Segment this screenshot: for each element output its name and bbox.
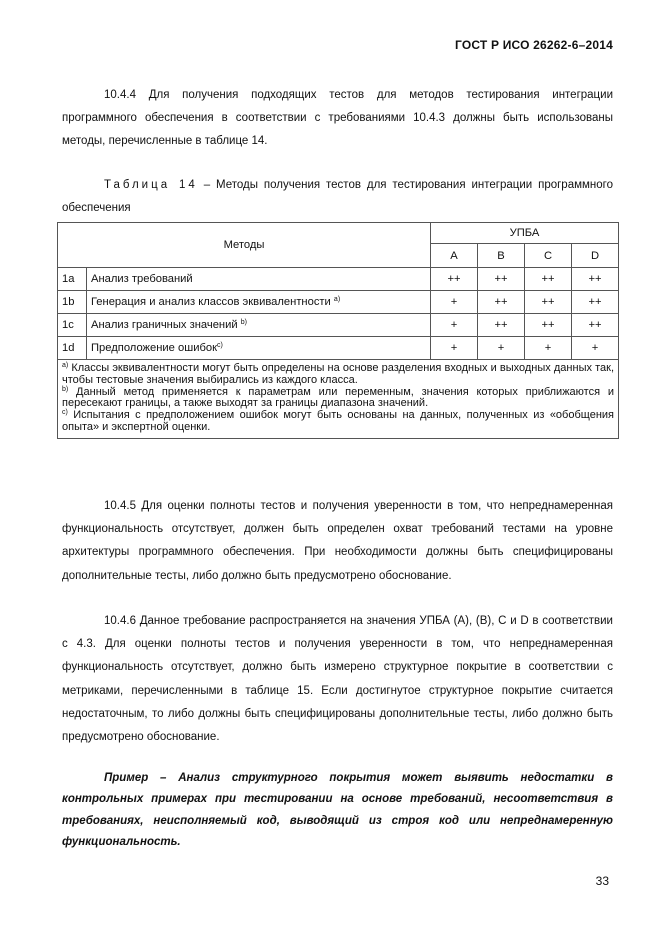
row-value-b: ++: [478, 291, 525, 314]
row-value-c: +: [525, 337, 572, 360]
methods-table: [57, 222, 619, 439]
paragraph-10-4-6: [62, 610, 613, 749]
row-method-label: Предположение ошибок: [91, 342, 217, 354]
paragraph-10-4-4: [62, 84, 613, 154]
table-notes: [58, 360, 619, 439]
example-note: [62, 768, 613, 853]
footnote-text: Данный метод применяется к параметрам или переменным, значения которых приближаются и пересекают границы, а также выходят за границы диапазона значений.: [62, 385, 615, 410]
example-text: Пример – Анализ структурного покрытия может выявить недостатки в контрольных примерах при тестировании на основе требований, несоответствия в требованиях, неисполняемый код, выводящий из строя код или непреднамеренную функциональность.: [62, 772, 613, 848]
paragraph-10-4-6-text: 10.4.6 Данное требование распространяется на значения УПБА (A), (B), C и D в соответствии с 4.3. Для оценки полноты тестов и получения уверенности в том, что непреднамеренная функциональность отсутствует, должно быть измерено структурное покрытие в соответствии с метриками, перечисленными в таблице 15. Если достигнутое структурное покрытие считается недостаточным, то либо должны быть специфицированы дополнительные тесты, либо должно быть предусмотрено обоснование.: [62, 615, 613, 744]
row-value-c: ++: [525, 291, 572, 314]
table-row: [58, 314, 619, 337]
row-method-label: Анализ граничных значений: [91, 319, 238, 331]
row-value-b: ++: [478, 268, 525, 291]
table-header-row: [58, 223, 619, 244]
footnote-mark: b): [62, 385, 69, 393]
col-header-level-a: A: [431, 244, 478, 268]
col-header-level-d: D: [572, 244, 619, 268]
document-header: ГОСТ Р ИСО 26262-6–2014: [454, 38, 613, 52]
row-number: 1c: [58, 314, 87, 337]
row-value-c: ++: [525, 268, 572, 291]
row-value-b: +: [478, 337, 525, 360]
row-value-d: ++: [572, 268, 619, 291]
footnote: [62, 410, 614, 434]
row-method: [87, 314, 431, 337]
row-number: 1b: [58, 291, 87, 314]
footnote-mark: a): [62, 362, 69, 369]
footnote-text: Классы эквивалентности могут быть определены на основе разделения входных и выходных данных так, чтобы тестовые значения выбирались из каждого класса.: [62, 362, 614, 386]
col-header-methods: Методы: [58, 223, 431, 268]
paragraph-10-4-4-text: 10.4.4 Для получения подходящих тестов для методов тестирования интеграции программного обеспечения в соответствии с требованиями 10.4.3 должны быть использованы методы, перечисленные в таблице 14.: [62, 89, 613, 148]
footnote-text: Испытания с предположением ошибок могут быть основаны на данных, полученных из «обобщения опыта» и экспертной оценки.: [62, 409, 614, 433]
row-method-label: Анализ требований: [91, 273, 193, 285]
row-method-label: Генерация и анализ классов эквивалентности: [91, 296, 331, 308]
footnote: [62, 363, 614, 387]
table-row: [58, 337, 619, 360]
row-number: 1a: [58, 268, 87, 291]
paragraph-10-4-5: [62, 495, 613, 588]
paragraph-10-4-5-text: 10.4.5 Для оценки полноты тестов и получения уверенности в том, что непреднамеренная функциональность отсутствует, должен быть определен охват требований тестами на уровне архитектуры программного обеспечения. При необходимости должны быть специфицированы дополнительные тесты, либо должно быть предусмотрено обоснование.: [62, 500, 613, 582]
row-method: [87, 291, 431, 314]
table-row: [58, 268, 619, 291]
footnote: [62, 387, 614, 411]
col-header-upba: УПБА: [431, 223, 619, 244]
col-header-level-c: C: [525, 244, 572, 268]
row-method: [87, 268, 431, 291]
row-value-b: ++: [478, 314, 525, 337]
footnote-ref: c): [217, 342, 223, 349]
table-caption-label: Таблица 14: [104, 179, 198, 191]
row-value-a: +: [431, 314, 478, 337]
footnote-ref: b): [240, 319, 247, 326]
row-value-d: +: [572, 337, 619, 360]
table-caption-text: – Методы получения тестов для тестирования интеграции программного обеспечения: [62, 179, 613, 214]
footnote-ref: a): [333, 296, 341, 303]
table-notes-row: [58, 360, 619, 439]
row-value-d: ++: [572, 291, 619, 314]
row-value-a: +: [431, 291, 478, 314]
row-value-a: ++: [431, 268, 478, 291]
row-value-d: ++: [572, 314, 619, 337]
col-header-level-b: B: [478, 244, 525, 268]
table-caption: [62, 174, 613, 220]
row-number: 1d: [58, 337, 87, 360]
row-method: [87, 337, 431, 360]
row-value-a: +: [431, 337, 478, 360]
footnote-mark: c): [62, 409, 68, 417]
table-row: [58, 291, 619, 314]
page-number: 33: [595, 874, 609, 888]
row-value-c: ++: [525, 314, 572, 337]
